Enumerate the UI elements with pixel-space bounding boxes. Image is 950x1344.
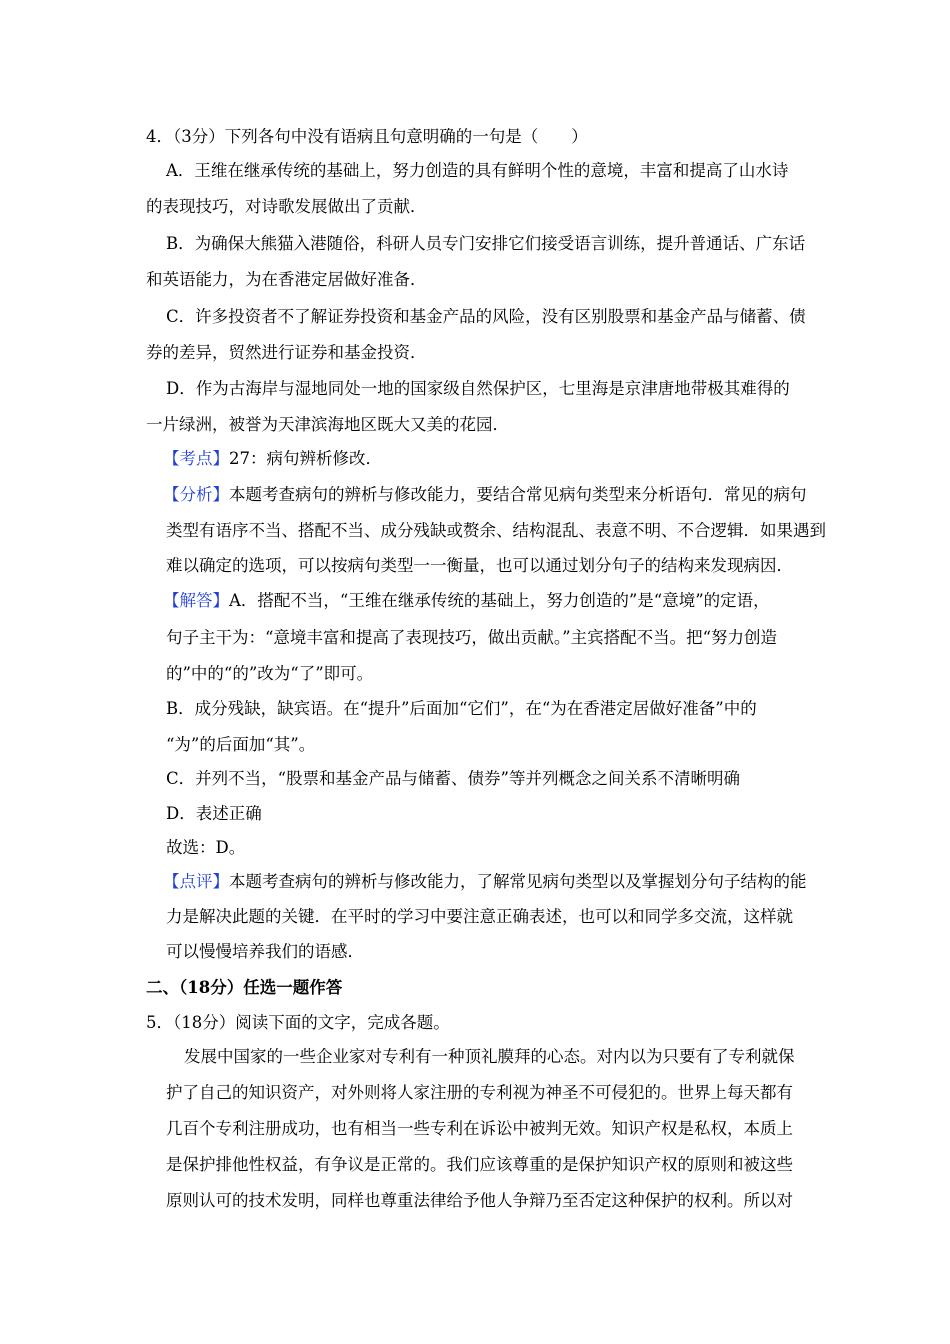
fenxi-line3: 难以确定的选项，可以按病句类型一一衡量，也可以通过划分句子的结构来发现病因． [166,556,793,575]
jieda-line1 [163,590,770,612]
jieda-line5: “为”的后面加“其”。 [166,735,316,754]
dianping-text-1: 本题考查病句的辨析与修改能力，了解常见病句类型以及掌握划分句子结构的能 [229,872,807,891]
q4-option-d-line1: D．作为古海岸与湿地同处一地的国家级自然保护区，七里海是京津唐地带极其难得的 [166,379,790,398]
fenxi-tag: 【分析】 [163,485,229,504]
jieda-tag: 【解答】 [163,591,229,610]
kaodian-line [163,448,382,470]
q5-stem: 5．（18分）阅读下面的文字，完成各题。 [146,1013,450,1032]
jieda-line3: 的”中的“的”改为“了”即可。 [166,664,374,683]
dianping-line3: 可以慢慢培养我们的语感． [166,942,364,961]
section-2-heading: 二、（18分）任选一题作答 [146,978,343,997]
kaodian-tag: 【考点】 [163,449,229,468]
fenxi-text-1: 本题考查病句的辨析与修改能力，要结合常见病句类型来分析语句．常见的病句 [229,485,807,504]
fenxi-line2: 类型有语序不当、搭配不当、成分残缺或赘余、结构混乱、表意不明、不合逻辑．如果遇到 [166,521,826,540]
q4-option-a-line2: 的表现技巧，对诗歌发展做出了贡献． [146,197,427,216]
q4-option-c-line2: 券的差异，贸然进行证券和基金投资． [146,343,427,362]
jieda-line7: D．表述正确 [166,804,262,823]
dianping-tag: 【点评】 [163,872,229,891]
q4-option-b-line1: B．为确保大熊猫入港随俗，科研人员专门安排它们接受语言训练，提升普通话、广东话 [166,234,806,253]
fenxi-line1 [163,484,807,506]
jieda-line2: 句子主干为：“意境丰富和提高了表现技巧，做出贡献。”主宾搭配不当。把“努力创造 [166,628,778,647]
kaodian-text: 27：病句辨析修改． [229,449,382,468]
q4-option-d-line2: 一片绿洲，被誉为天津滨海地区既大又美的花园． [146,415,509,434]
q4-option-a-line1: A．王维在继承传统的基础上，努力创造的具有鲜明个性的意境，丰富和提高了山水诗 [166,161,789,180]
jieda-text-1: A．搭配不当，“王维在继承传统的基础上，努力创造的”是“意境”的定语， [229,591,770,610]
jieda-line6: C．并列不当，“股票和基金产品与储蓄、债券”等并列概念之间关系不清晰明确 [166,769,740,788]
q5-paragraph-line1: 发展中国家的一些企业家对专利有一种顶礼膜拜的心态。对内以为只要有了专利就保 [184,1047,795,1066]
q4-stem: 4．（3分）下列各句中没有语病且句意明确的一句是（ ） [146,127,588,146]
q5-paragraph-line3: 几百个专利注册成功，也有相当一些专利在诉讼中被判无效。知识产权是私权，本质上 [166,1119,793,1138]
q5-paragraph-line2: 护了自己的知识资产，对外则将人家注册的专利视为神圣不可侵犯的。世界上每天都有 [166,1083,793,1102]
q5-paragraph-line5: 原则认可的技术发明，同样也尊重法律给予他人争辩乃至否定这种保护的权利。所以对 [166,1191,793,1210]
jieda-line8: 故选：D。 [166,838,246,857]
q4-option-c-line1: C．许多投资者不了解证券投资和基金产品的风险，没有区别股票和基金产品与储蓄、债 [166,307,806,326]
q5-paragraph-line4: 是保护排他性权益，有争议是正常的。我们应该尊重的是保护知识产权的原则和被这些 [166,1155,793,1174]
dianping-line1 [163,871,807,893]
q4-option-b-line2: 和英语能力，为在香港定居做好准备． [146,270,427,289]
jieda-line4: B．成分残缺，缺宾语。在“提升”后面加“它们”，在“为在香港定居做好准备”中的 [166,699,757,718]
dianping-line2: 力是解决此题的关键．在平时的学习中要注意正确表述，也可以和同学多交流，这样就 [166,907,793,926]
